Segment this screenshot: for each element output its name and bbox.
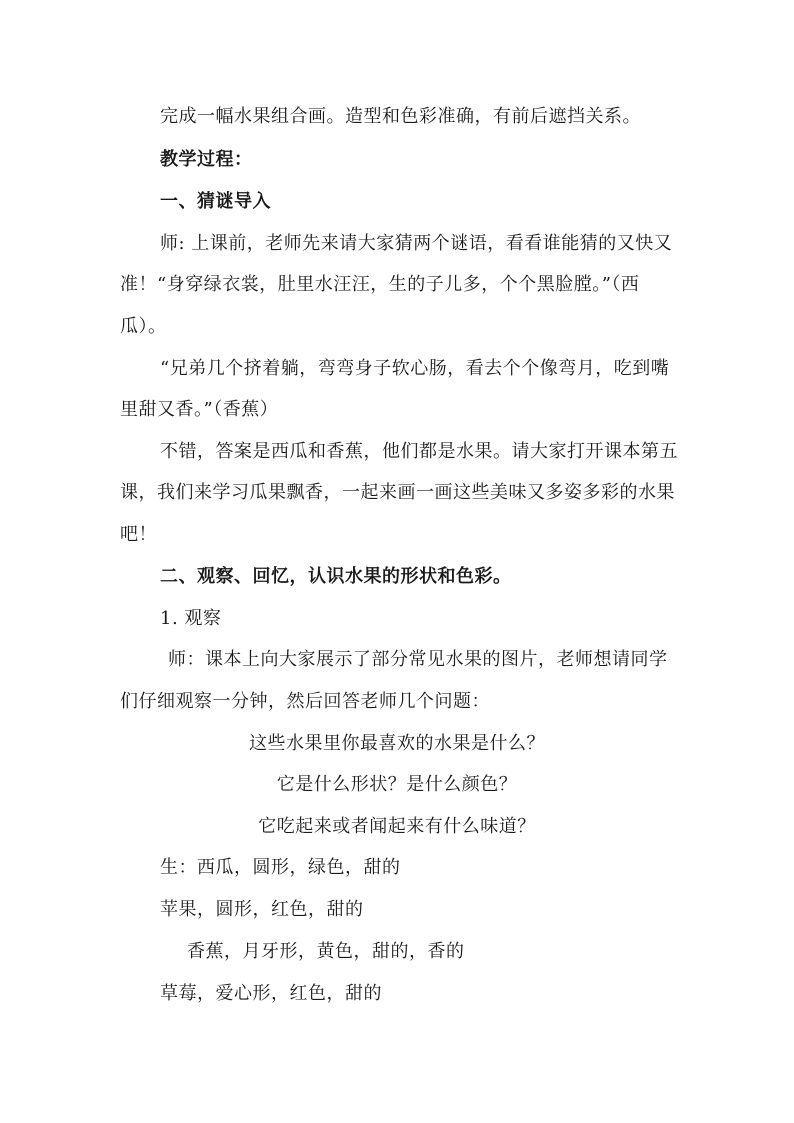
student-answer-line: 生：西瓜，圆形，绿色，甜的 [160,857,401,878]
heading-riddle-intro: 一、猜谜导入 [160,191,271,212]
riddle-paragraph-line: 里甜又香。”（香蕉） [120,399,279,420]
student-answer-line: 苹果，圆形，红色，甜的 [160,899,364,920]
teacher-paragraph-line: 师: 上课前，老师先来请大家猜两个谜语，看看谁能猜的又快又 [160,233,673,254]
question-favorite-fruit: 这些水果里你最喜欢的水果是什么？ [249,733,545,754]
teacher-paragraph-line: 准！“身穿绿衣裳，肚里水汪汪，生的子儿多，个个黑脸膛。”（西 [120,274,640,295]
question-taste-smell: 它吃起来或者闻起来有什么味道？ [258,816,536,837]
student-answer-line: 草莓，爱心形，红色，甜的 [160,983,382,1004]
teacher-question-line: 师：课本上向大家展示了部分常见水果的图片，老师想请同学 [168,649,668,670]
answer-paragraph-line: 吧！ [120,524,157,545]
student-answer-line: 香蕉，月牙形，黄色，甜的，香的 [187,941,465,962]
heading-teaching-process: 教学过程： [160,149,253,170]
heading-observe-recall: 二、观察、回忆，认识水果的形状和色彩。 [160,566,512,587]
subheading-observe: 1. 观察 [160,608,222,629]
answer-paragraph-line: 课，我们来学习瓜果飘香，一起来画一画这些美味又多姿多彩的水果 [120,482,675,503]
teacher-question-line: 们仔细观察一分钟，然后回答老师几个问题： [120,691,490,712]
goal-paragraph: 完成一幅水果组合画。造型和色彩准确，有前后遮挡关系。 [160,106,641,127]
teacher-paragraph-line: 瓜）。 [120,316,167,337]
question-shape-color: 它是什么形状？是什么颜色？ [276,774,518,795]
answer-paragraph-line: 不错，答案是西瓜和香蕉，他们都是水果。请大家打开课本第五 [160,441,678,462]
riddle-paragraph-line: “兄弟几个挤着躺，弯弯身子软心肠，看去个个像弯月，吃到嘴 [160,358,670,379]
